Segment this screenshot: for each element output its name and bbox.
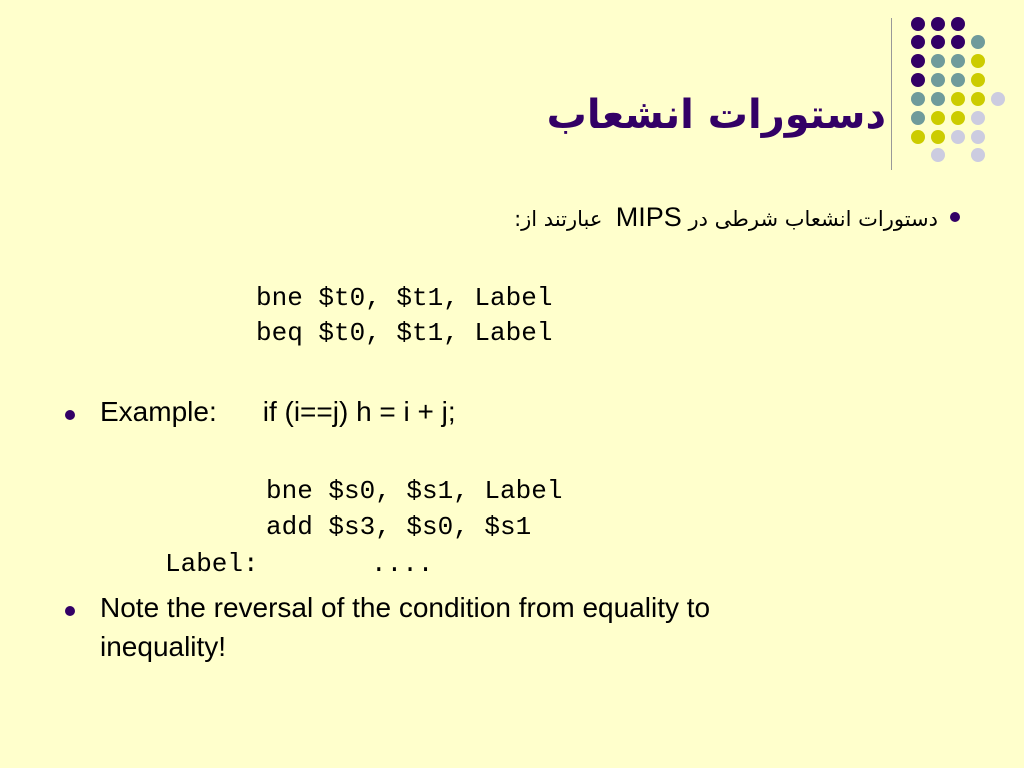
decorative-dot: [971, 111, 985, 125]
decorative-dot: [911, 111, 925, 125]
decorative-dot: [911, 92, 925, 106]
decorative-dot-grid: [0, 0, 1024, 180]
decorative-dot: [931, 130, 945, 144]
bullet-icon: [65, 606, 75, 616]
slide-title: دستورات انشعاب: [546, 92, 886, 138]
intro-text-before: دستورات انشعاب شرطی در: [688, 206, 938, 231]
decorative-dot: [951, 17, 965, 31]
decorative-dot: [931, 111, 945, 125]
decorative-dot: [931, 73, 945, 87]
code-line-beq: beq $t0, $t1, Label: [256, 318, 553, 348]
decorative-dot: [951, 92, 965, 106]
decorative-dot: [931, 17, 945, 31]
decorative-dot: [911, 54, 925, 68]
decorative-dot: [971, 130, 985, 144]
code-line-bne: bne $t0, $t1, Label: [256, 283, 553, 313]
decorative-dot: [951, 35, 965, 49]
decorative-dot: [931, 35, 945, 49]
decorative-dot: [971, 92, 985, 106]
decorative-dot: [971, 148, 985, 162]
decorative-dot: [951, 111, 965, 125]
intro-text: [514, 202, 938, 233]
note-line-2: inequality!: [100, 631, 227, 662]
title-divider-line: [891, 18, 892, 170]
intro-bullet-row: [514, 200, 960, 234]
code-line-bne-example: bne $s0, $s1, Label: [266, 476, 563, 506]
decorative-dot: [991, 92, 1005, 106]
decorative-dot: [931, 54, 945, 68]
note-line-1: Note the reversal of the condition from equality to: [100, 592, 711, 623]
decorative-dot: [951, 73, 965, 87]
intro-text-after: عبارتند از:: [514, 206, 603, 231]
example-line: [100, 396, 456, 428]
decorative-dot: [971, 73, 985, 87]
decorative-dot: [971, 54, 985, 68]
intro-text-mips: MIPS: [615, 201, 682, 232]
decorative-dot: [911, 17, 925, 31]
decorative-dot: [931, 148, 945, 162]
example-label: Example:: [100, 396, 217, 427]
decorative-dot: [951, 54, 965, 68]
decorative-dot: [931, 92, 945, 106]
code-label-line-rest: ....: [371, 549, 434, 579]
code-label-line-label: Label:: [165, 549, 259, 579]
example-statement: if (i==j) h = i + j;: [262, 396, 456, 427]
bullet-icon: [950, 212, 960, 222]
code-line-add-example: add $s3, $s0, $s1: [266, 512, 532, 542]
decorative-dot: [911, 130, 925, 144]
decorative-dot: [911, 35, 925, 49]
decorative-dot: [971, 35, 985, 49]
bullet-icon: [65, 410, 75, 420]
decorative-dot: [951, 130, 965, 144]
decorative-dot: [911, 73, 925, 87]
